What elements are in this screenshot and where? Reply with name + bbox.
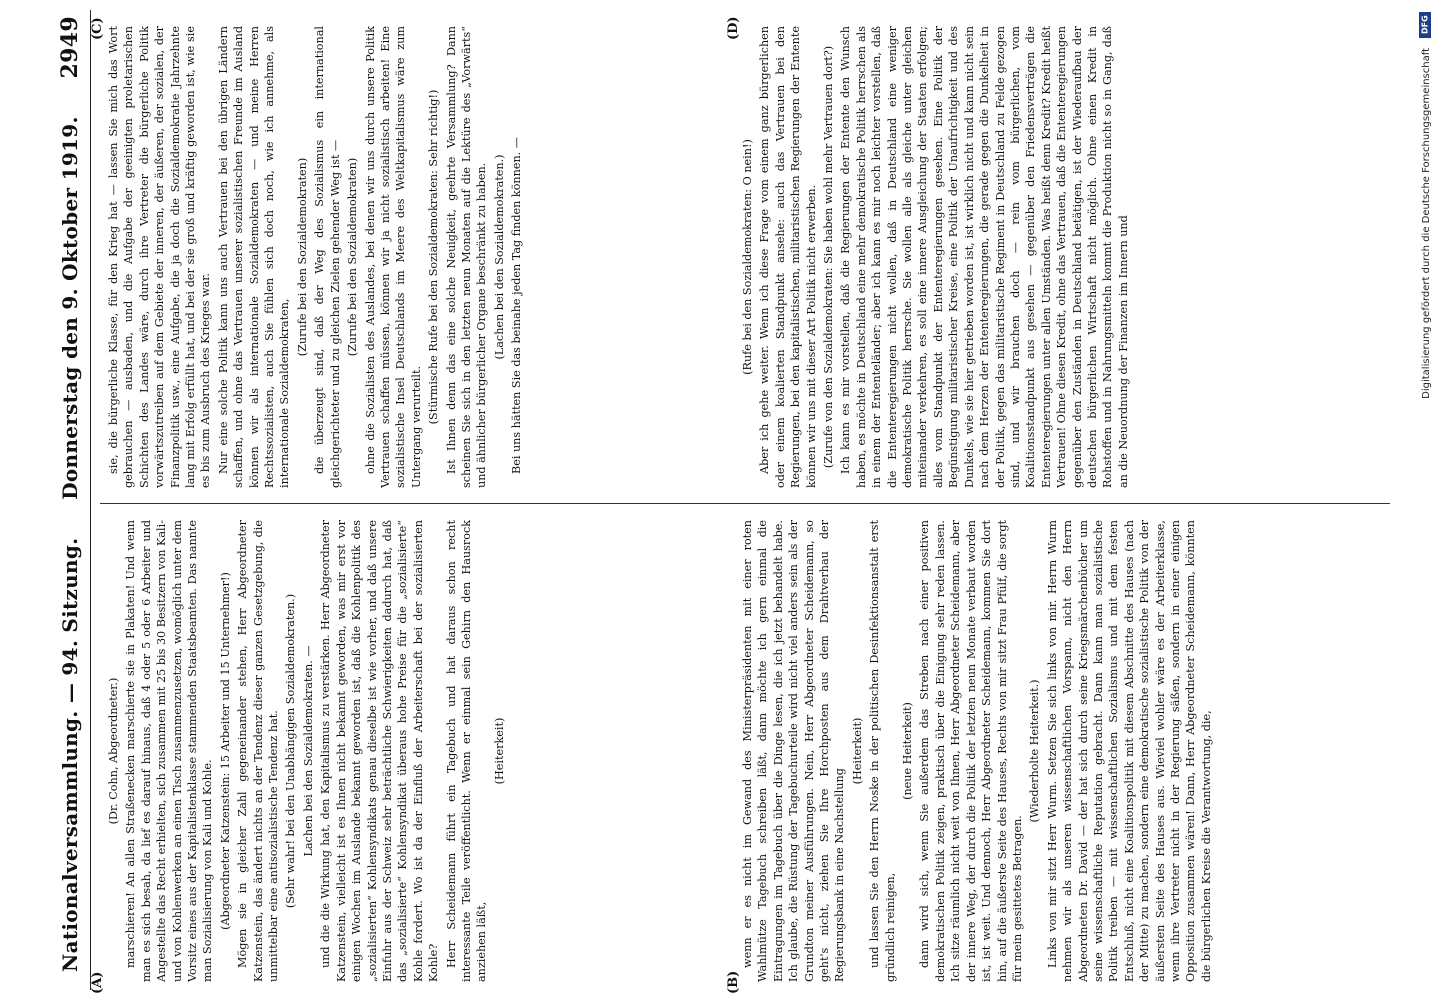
paragraph: Herr Scheidemann führt ein Tagebuch und hat daraus schon recht interessante Teile veröffentlicht. Wenn er einmal sein Gehirn den Hausrock anziehen läßt, [444, 520, 489, 982]
column-right-top [106, 26, 726, 488]
newspaper-page [50, 10, 1420, 994]
interjection: (neue Heiterkeit) [901, 702, 915, 800]
marker-d: (D) [726, 16, 741, 40]
paragraph: Mögen sie in gleicher Zahl gegeneinander stehen, Herr Abgeordneter Katzenstein, das ändert nichts an der Tendenz dieser ganzen Gesetzgebung, die unmittelbar eine antisozialistische Tendenz hat. [236, 520, 281, 982]
header-date: Donnerstag den 9. Oktober 1919. [58, 116, 82, 500]
paragraph: dann wird sich, wenn Sie außerdem das Streben nach einer positiven demokratischen Politik zeigen, praktisch über die Einigung sehr reden lassen. Ich sitze räumlich nicht weit von Ihnen, Herr Abgeordneter Scheidemann, aber der innere Weg, der durch die Politik der letzten neun Monate verbaut worden ist, ist weit. Und dennoch, Herr Abgeordneter Scheidemann, kommen Sie dort hin, auf die äußerste Seite des Hauses, Rechts von mir sitzt Frau Pfülf, die sorgt für mein gesittetes Betragen. [918, 520, 1024, 982]
marker-a: (A) [90, 971, 105, 994]
interjection: (Lachen bei den Sozialdemokraten.) [492, 154, 506, 360]
interjection: (Sehr wahr! bei den Unabhängigen Sozialdemokraten.) [284, 593, 298, 909]
paragraph: die überzeugt sind, daß der Weg des Sozialismus ein international gleichgerichteter und zu gleichen Zielen gehender Weg ist — [313, 26, 342, 488]
paragraph: und lassen Sie den Herrn Noske in der politischen Desinfektionsanstalt erst gründlich reinigen, [868, 520, 897, 982]
interjection: (Abgeordneter Katzenstein: 15 Arbeiter und 15 Unternehmer!) [218, 572, 232, 930]
interjection: (Rufe bei den Sozialdemokraten: O nein!) [741, 139, 754, 375]
interjection: Lachen bei den Sozialdemokraten. — [301, 645, 315, 857]
interjection: (Stürmische Rufe bei den Sozialdemokraten: Sehr richtig!) [427, 89, 441, 425]
paragraph: ohne die Sozialisten des Auslandes, bei denen wir uns durch unsere Politik Vertrauen schaffen müssen, können wir ja nicht sozialistisch arbeiten! Eine sozialistische Insel Deutschlands im Meere des Weltkapitalismus wäre zum Untergang verurteilt. [363, 26, 423, 488]
page-header [50, 10, 91, 990]
interjection: (Heiterkeit) [492, 717, 506, 785]
column-left-bottom [740, 520, 1390, 982]
paragraph: Bei uns hätten Sie das beinahe jeden Tag finden können. — [510, 137, 524, 474]
header-left: Nationalversammlung. — 94. Sitzung. [58, 537, 82, 972]
interjection: (Heiterkeit) [850, 717, 864, 785]
paragraph: marschieren! An allen Straßenecken marschierte sie in Plakaten! Und wenn man es sich besah, da lief es darauf hinaus, daß 4 oder 5 oder 6 Arbeiter und Angestellte das Recht erhielten, sich zusammen mit 25 bis 30 Besitzern von Kali- und von Kohlenwerken an einen Tisch zusammenzusetzen, womöglich unter dem Vorsitz eines aus der Kapitalistenklasse stammenden Staatsbeamten. Das nannte man Sozialisierung von Kali und Kohle. [124, 520, 215, 982]
column-right-bottom [740, 26, 1390, 488]
paragraph: Aber ich gehe weiter. Wenn ich diese Frage vom einem ganz bürgerlichen oder einem koalierten Standpunkt ansehe: auch das Vertrauen bei den Regierungen, bei den kapitalistischen, militaristischen Regierungen der Entente können wir uns mit dieser Art Politik nicht erwerben. [758, 26, 818, 488]
paragraph: sie, die bürgerliche Klasse, für den Krieg hat — lassen Sie mich das Wort gebrauchen — ausbaden, und die Aufgabe der geeinigten proletarischen Schichten des Landes wäre, durch ihre Vertreter die bürgerliche Politik vorwärtszutreiben auf dem Gebiete der inneren, der äußeren, der sozialen, der Finanzpolitik usw., eine Aufgabe, die ja doch die Sozialdemokratie Jahrzehnte lang mit Erfolg erfüllt hat, und bei der sie groß und kräftig geworden ist, wie sie es bis zum Ausbruch des Krieges war. [107, 26, 213, 488]
marker-c: (C) [90, 17, 105, 40]
dfg-logo: DFG [1419, 12, 1431, 38]
column-divider [100, 503, 1390, 504]
marker-b: (B) [726, 970, 741, 994]
interjection: (Zurufe bei den Sozialdemokraten) [295, 157, 309, 357]
paragraph: Nur eine solche Politik kann uns auch Vertrauen bei den übrigen Ländern schaffen, und ohne das Vertrauen unserer sozialistischen Freunde im Ausland können wir als internationale Sozialdemokraten — und meine Herren Rechtssozialisten, auch Sie fühlen sich doch noch, wie ich annehme, als internationale Sozialdemokraten, [216, 26, 292, 488]
paragraph: Links von mir sitzt Herr Wurm. Setzen Sie sich links von mir. Herrn Wurm nehmen wir als unseren wissenschaftlichen Vorspann, nicht den Herrn Abgeordneten Dr. David — der hat sich durch seine Kriegsmärchenbücher um seine wissenschaftliche Reputation gebracht. Dann kann man sozialistische Politik treiben — mit wissenschaftlichen Sozialismus und mit dem festen Entschluß, nicht eine Koalitionspolitik mit diesem Abschnitte des Hauses (nach der Mitte) zu machen, sondern eine demokratische sozialistische Politik von der äußersten Seite des Hauses aus. Wieviel wohler wäre es der Arbeiterklasse, wenn ihre Vertreter nicht in der Regierung säßen, sondern in einer einigen Opposition zusammen wären! Dann, Herr Abgeordneter Scheidemann, könnten die bürgerlichen Kreise die Verantwortung, die, [1045, 520, 1213, 982]
paragraph: Ich kann es mir vorstellen, daß die Regierungen der Entente den Wunsch haben, es möchte in Deutschland eine mehr demokratische Politik herrschen als in einem der Ententeländer; aber ich kann es mir noch leichter vorstellen, daß die Ententeregierungen nicht wollen, daß in Deutschland eine weniger demokratische Politik herrsche. Sie wollen alle als gleiche unter gleichen miteinander verkehren, es soll eine innere Ausgleichung der Staaten erfolgen; alles vom Standpunkt der Ententeregierungen gesehen. Eine Politik der Begünstigung militaristischer Kreise, eine Politik der Unaufrichtigkeit und des Dunkels, wie sie hier getrieben worden ist, ist wirklich nicht und kann nicht sein nach dem Herzen der Ententeregierungen, die gerade gegen die Dunkelheit in der Politik, gegen das militaristische Regiment in Deutschland zu Felde gezogen sind, und wir brauchen doch — rein vom bürgerlichen, vom Koalitionsstandpunkt aus gesehen — gegenüber den Friedensverträgen die Ententeregierungen unter allen Umständen. Was heißt denn Kredit? Kredit heißt Vertrauen! Ohne diesen Kredit, ohne das Vertrauen, daß die Ententeregierungen gegenüber den Zuständen in Deutschland betätigen, ist der Wiederaufbau der deutschen bürgerlichen Wirtschaft nicht möglich. Ohne einen Kredit in Rohstoffen und in Nahrungsmitteln kommt die Produktion nicht so in Gang, daß an die Neuordnung der Finanzen im Innern und [839, 26, 1130, 488]
interjection: (Wiederholte Heiterkeit.) [1028, 679, 1042, 823]
page-number: 2949 [57, 16, 83, 79]
paragraph: wenn er es nicht im Gewand des Ministerpräsidenten mit einer roten Wahlmütze Tagebuch schreiben läßt, dann möchte ich gern einmal die Eintragungen im Tagebuch über die Dinge lesen, die ich jetzt behandelt habe. Ich glaube, die Rüstung der Tagebuchurteile wird nicht viel anders sein als der Grundton meiner Ausführungen. Nein, Herr Abgeordneter Scheidemann, so geht's nicht, ziehen Sie Ihre Horchposten aus dem Drahtverhau der Regierungsbank in eine Nachstellung [741, 520, 847, 982]
interjection: (Zurufe von den Sozialdemokraten: Sie haben wohl mehr Vertrauen dort?) [822, 45, 836, 469]
column-left-top [106, 520, 726, 982]
paragraph: Ist Ihnen denn das eine solche Neuigkeit, geehrte Versammlung? Dann scheinen Sie sich in den letzten neun Monaten auf die Lektüre des „Vorwärts“ und ähnlicher bürgerlicher Organe beschränkt zu haben. [444, 26, 489, 488]
speaker-line: (Dr. Cohn, Abgeordneter.) [107, 677, 120, 825]
digitization-credit: Digitalisierung gefördert durch die Deutsche Forschungsgemeinschaft [1421, 48, 1432, 399]
interjection: (Zurufe bei den Sozialdemokraten) [346, 157, 360, 357]
paragraph: und die die Wirkung hat, den Kapitalismus zu verstärken. Herr Abgeordneter Katzenstein, vielleicht ist es Ihnen nicht bekannt geworden, was mir erst vor einigen Wochen im Auslande bekannt geworden ist, daß die Kohlenpolitik des „sozialisierten“ Kohlensyndikats genau dieselbe ist wie vorher, und daß unsere Einfuhr aus der Schweiz sehr beträchtliche Schwierigkeiten dadurch hat, daß das „sozialisierte“ Kohlensyndikat überaus hohe Preise für die „sozialisierte“ Kohle fordert. Wo ist da der Einfluß der Arbeiterschaft bei der sozialisierten Kohle? [319, 520, 441, 982]
rotated-page-content [50, 10, 1410, 994]
